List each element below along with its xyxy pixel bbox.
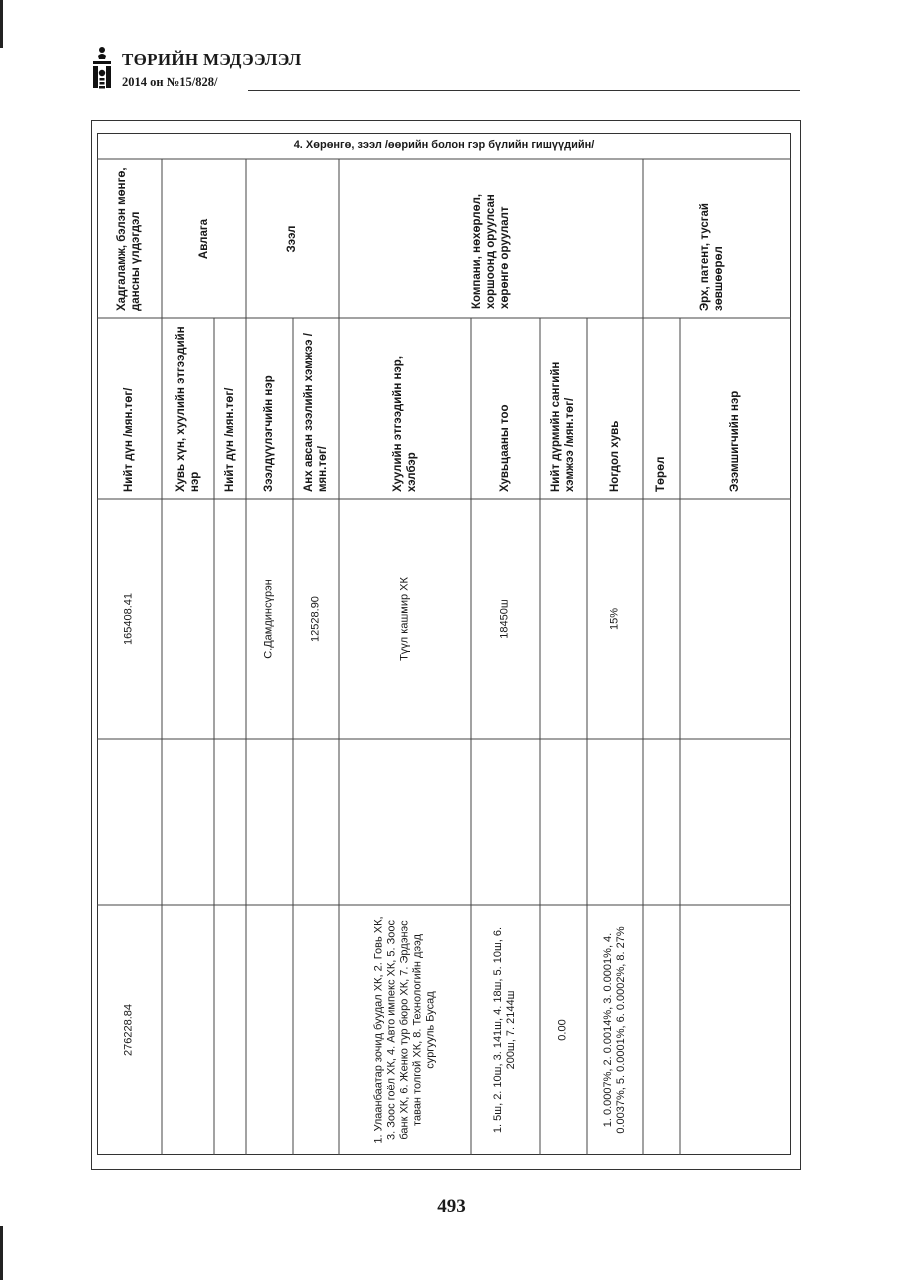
field-header-ownership: Ногдол хувь xyxy=(609,420,621,492)
field-header-debtor-name: Хувь хүн, хуулийн этгээдийн нэр xyxy=(175,326,201,492)
cell-entity-name: Түүл кашмир ХК xyxy=(398,577,411,661)
group-header-loan: Зээл xyxy=(286,225,298,253)
field-header-share-count: Хувьцааны тоо xyxy=(499,404,511,492)
header-divider xyxy=(248,90,800,91)
field-header-loan-initial: Анх авсан зээлийн хэмжээ /мян.төг/ xyxy=(303,332,329,492)
field-header-deposit-total: Нийт дүн /мян.төг/ xyxy=(123,387,135,492)
cell-loan-initial: 12528.90 xyxy=(309,596,322,642)
group-header-receivable: Авлага xyxy=(198,218,210,260)
cell-entity-name: 1. Улаанбаатар зочид буудал ХК, 2. Говь ХК, 3. Зоос гоёл ХК, 4. Авто импекс ХК, 5. Зоос банк ХК, 6. Женко тур бюро ХК, 7. Эрдэнэс таван толгой ХК, 8. Технологийн дээд сургууль Бусад xyxy=(372,916,437,1144)
field-header-receivable-total: Нийт дүн /мян.төг/ xyxy=(224,387,236,492)
field-header-entity-name: Хуулийн этгээдийн нэр, хэлбэр xyxy=(392,355,418,492)
group-header-deposit: Хадгаламж, бэлэн мөнгө, дансны үлдэгдэл xyxy=(116,167,142,311)
cell-ownership: 15% xyxy=(608,607,621,631)
field-header-holder-name: Эзэмшигчийн нэр xyxy=(729,390,741,492)
field-header-fund-size: Нийт дүрмийн сангийн хэмжээ /мян.төг/ xyxy=(550,361,576,492)
page-edge-mark xyxy=(0,1226,3,1280)
cell-lender-name: С.Дамдинсүрэн xyxy=(262,579,275,659)
publication-title: ТӨРИЙН МЭДЭЭЛЭЛ xyxy=(122,50,302,69)
group-header-rights: Эрх, патент, тусгай зөвшөөрөл xyxy=(699,203,725,311)
page-header xyxy=(88,44,800,94)
assets-loans-table xyxy=(97,133,791,1155)
cell-ownership: 1. 0.0007%, 2. 0.0014%, 3. 0.0001%, 4. 0.0037%, 5. 0.0001%, 6. 0.0002%, 8. 27% xyxy=(602,926,627,1134)
field-header-right-type: Төрөл xyxy=(655,456,667,492)
cell-deposit-total: 165408.41 xyxy=(122,593,135,645)
cell-share-count: 18450ш xyxy=(498,599,511,639)
state-emblem-icon xyxy=(90,46,114,90)
table-title: 4. Хөрөнгө, зээл /өөрийн болон гэр бүлийн гишүүдийн/ xyxy=(293,139,595,151)
cell-share-count: 1. 5ш, 2. 10ш, 3. 141ш, 4. 18ш, 5. 10ш, 6. 200ш, 7. 2144ш xyxy=(492,926,517,1134)
page-number: 493 xyxy=(437,1196,466,1217)
group-header-shares: Компани, нөхөрлөл, хоршоонд оруулсан хөрөнгө оруулалт xyxy=(471,193,511,309)
field-header-lender-name: Зээлдүүлэгчийн нэр xyxy=(263,375,275,492)
publication-issue: 2014 он №15/828/ xyxy=(122,75,218,89)
cell-fund-size: 0.00 xyxy=(556,1019,569,1041)
page-edge-mark xyxy=(0,0,3,48)
cell-deposit-total: 276228.84 xyxy=(122,1004,135,1056)
